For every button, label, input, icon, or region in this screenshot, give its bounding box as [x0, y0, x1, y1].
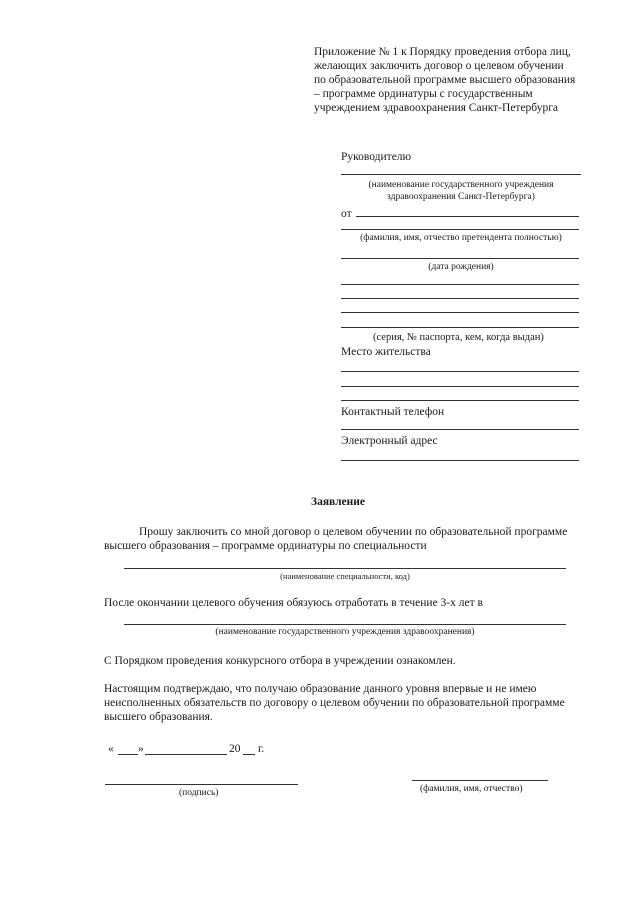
- confirm-line-2: неисполненных обязательств по договору о целевом обучении по образовательной программе: [104, 697, 565, 709]
- date-year-prefix: 20: [229, 743, 241, 755]
- birthdate-line[interactable]: [341, 258, 579, 259]
- institution-hint-2: здравоохранения Санкт-Петербурга): [387, 192, 535, 202]
- institution-hint-1: (наименование государственного учреждения: [368, 180, 554, 190]
- residence-line-3[interactable]: [341, 400, 579, 401]
- obligation-text: После окончании целевого обучения обязуюсь отработать в течение 3-х лет в: [104, 597, 483, 609]
- residence-line-2[interactable]: [341, 386, 579, 387]
- date-year-line[interactable]: [243, 754, 255, 755]
- passport-line-3[interactable]: [341, 312, 579, 313]
- signature-hint: (подпись): [179, 788, 219, 798]
- phone-line[interactable]: [341, 429, 579, 430]
- fio-hint: (фамилия, имя, отчество претендента полностью): [360, 233, 562, 243]
- appendix-line-3: по образовательной программе высшего образования: [314, 74, 576, 86]
- statement-title: Заявление: [311, 496, 366, 508]
- addressee-label: Руководителю: [341, 151, 412, 163]
- appendix-line-2: желающих заключить договор о целевом обучении: [314, 60, 564, 72]
- fio-signature-hint: (фамилия, имя, отчество): [420, 784, 523, 794]
- from-line[interactable]: [356, 216, 579, 217]
- appendix-line-5: учреждением здравоохранения Санкт-Петербурга: [314, 102, 559, 114]
- specialty-hint: (наименование специальности, код): [280, 571, 410, 581]
- residence-line-1[interactable]: [341, 371, 579, 372]
- institution-line[interactable]: [124, 624, 566, 625]
- birthdate-hint: (дата рождения): [428, 262, 494, 272]
- confirm-line-3: высшего образования.: [104, 711, 213, 723]
- addressee-line[interactable]: [341, 174, 581, 175]
- from-label: от: [341, 208, 352, 220]
- acquainted-text: С Порядком проведения конкурсного отбора в учреждении ознакомлен.: [104, 655, 456, 667]
- appendix-line-4: – программе ординатуры с государственным: [314, 88, 533, 100]
- residence-label: Место жительства: [341, 346, 431, 358]
- phone-label: Контактный телефон: [341, 406, 445, 418]
- date-close-quote: »: [138, 743, 144, 755]
- date-month-line[interactable]: [145, 754, 227, 755]
- passport-line-4[interactable]: [341, 327, 579, 328]
- fio-signature-line[interactable]: [412, 780, 548, 781]
- email-line[interactable]: [341, 460, 579, 461]
- date-open-quote: «: [108, 743, 114, 755]
- appendix-line-1: Приложение № 1 к Порядку проведения отбора лиц,: [314, 46, 571, 58]
- request-line-2: высшего образования – программе ординатуры по специальности: [104, 540, 427, 552]
- date-day-line[interactable]: [118, 754, 138, 755]
- confirm-line-1: Настоящим подтверждаю, что получаю образование данного уровня впервые и не имею: [104, 683, 537, 695]
- specialty-line[interactable]: [124, 568, 566, 569]
- institution-hint: (наименование государственного учреждения здравоохранения): [215, 627, 475, 637]
- passport-line-2[interactable]: [341, 298, 579, 299]
- fio-line[interactable]: [341, 229, 579, 230]
- request-line-1: Прошу заключить со мной договор о целевом обучении по образовательной программе: [139, 526, 568, 538]
- date-year-suffix: г.: [258, 743, 265, 755]
- email-label: Электронный адрес: [341, 435, 438, 447]
- passport-hint: (серия, № паспорта, кем, когда выдан): [373, 332, 544, 343]
- passport-line-1[interactable]: [341, 284, 579, 285]
- signature-line[interactable]: [105, 784, 298, 785]
